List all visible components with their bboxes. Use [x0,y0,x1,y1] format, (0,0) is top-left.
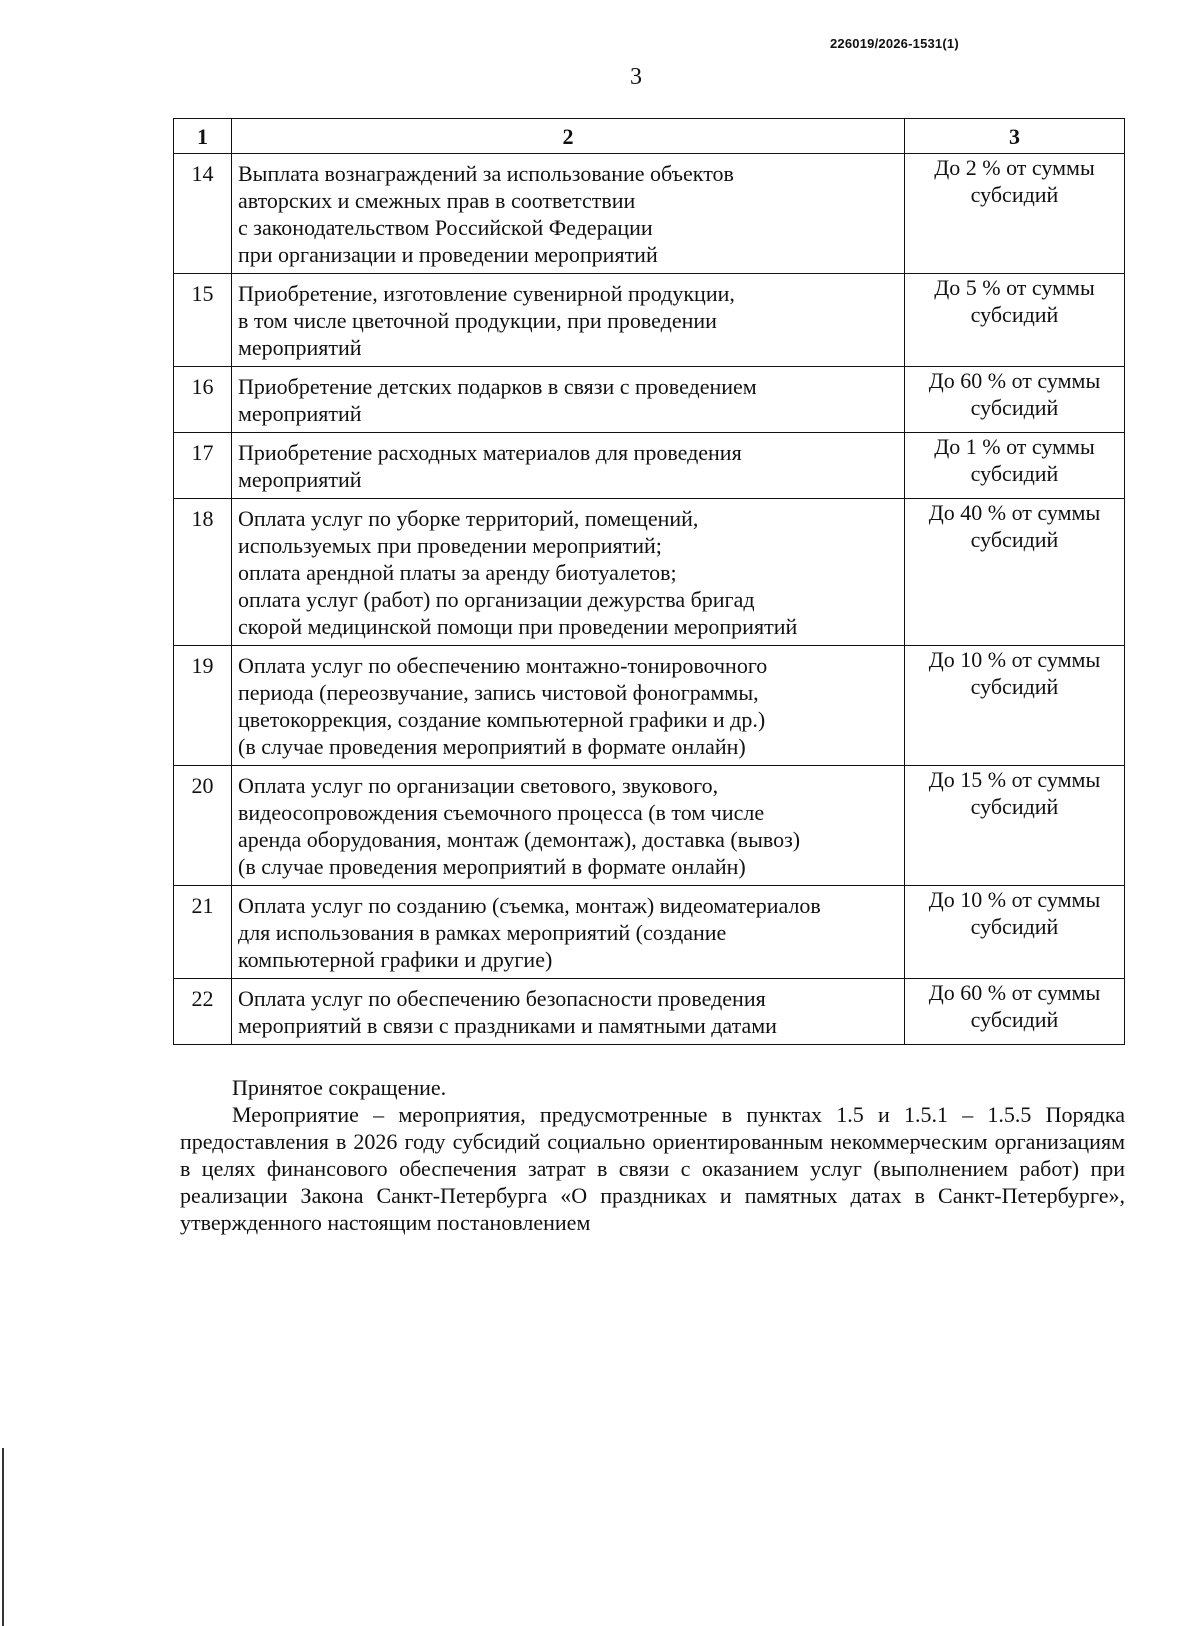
expense-description [232,979,905,1045]
expenses-table [173,118,1125,1045]
column-header-3: 3 [905,119,1125,154]
expense-description [232,499,905,646]
row-number: 19 [174,646,232,766]
table-row [174,499,1125,646]
subsidy-share [905,367,1125,433]
share-line: До 60 % от суммы [928,368,1101,393]
expense-description [232,886,905,979]
subsidy-share [905,433,1125,499]
description-line: (в случае проведения мероприятий в формате онлайн) [238,854,746,879]
column-header-1: 1 [174,119,232,154]
table-row [174,766,1125,886]
abbreviation-title: Принятое сокращение. [232,1075,447,1100]
table-row [174,274,1125,367]
share-line: До 2 % от суммы [934,155,1095,180]
share-line: субсидий [970,395,1059,420]
table-row [174,979,1125,1045]
share-line: субсидий [970,794,1059,819]
description-line: Оплата услуг по созданию (съемка, монтаж) видеоматериалов [238,893,821,918]
subsidy-share [905,886,1125,979]
table-row [174,886,1125,979]
description-line: с законодательством Российской Федерации [238,215,653,240]
description-line: Приобретение, изготовление сувенирной продукции, [238,281,735,306]
share-line: субсидий [970,674,1059,699]
table-row [174,646,1125,766]
row-number: 20 [174,766,232,886]
row-number: 18 [174,499,232,646]
description-line: аренда оборудования, монтаж (демонтаж), доставка (вывоз) [238,827,801,852]
share-line: субсидий [970,1007,1059,1032]
description-line: оплата услуг (работ) по организации дежурства бригад [238,587,755,612]
expense-description [232,766,905,886]
share-line: субсидий [970,302,1059,327]
description-line: Оплата услуг по обеспечению безопасности проведения [238,986,766,1011]
expense-description [232,154,905,274]
share-line: До 5 % от суммы [934,275,1095,300]
share-line: субсидий [970,527,1059,552]
description-line: компьютерной графики и другие) [238,947,553,972]
description-line: скорой медицинской помощи при проведении мероприятий [238,614,798,639]
description-line: мероприятий [238,335,362,360]
table-row [174,433,1125,499]
share-line: До 40 % от суммы [928,500,1101,525]
description-line: мероприятий [238,467,362,492]
subsidy-share [905,979,1125,1045]
share-line: До 10 % от суммы [928,887,1101,912]
subsidy-share [905,274,1125,367]
description-line: оплата арендной платы за аренду биотуалетов; [238,560,677,585]
description-line: Приобретение расходных материалов для проведения [238,440,742,465]
expense-description [232,274,905,367]
description-line: (в случае проведения мероприятий в формате онлайн) [238,734,746,759]
subsidy-share [905,154,1125,274]
column-header-2: 2 [232,119,905,154]
description-line: для использования в рамках мероприятий (создание [238,920,727,945]
description-line: Приобретение детских подарков в связи с проведением [238,374,757,399]
row-number: 17 [174,433,232,499]
expense-description [232,433,905,499]
description-line: цветокоррекция, создание компьютерной графики и др.) [238,707,766,732]
row-number: 14 [174,154,232,274]
row-number: 21 [174,886,232,979]
subsidy-share [905,499,1125,646]
table-body [174,154,1125,1045]
document-id: 226019/2026-1531(1) [830,36,959,51]
share-line: субсидий [970,461,1059,486]
table-row [174,367,1125,433]
description-line: мероприятий [238,401,362,426]
share-line: До 10 % от суммы [928,647,1101,672]
expense-description [232,367,905,433]
share-line: До 15 % от суммы [928,767,1101,792]
row-number: 16 [174,367,232,433]
share-line: субсидий [970,182,1059,207]
share-line: субсидий [970,914,1059,939]
scan-edge-mark [2,1448,4,1626]
expense-description [232,646,905,766]
table-row [174,154,1125,274]
description-line: периода (переозвучание, запись чистовой фонограммы, [238,680,759,705]
description-line: мероприятий в связи с праздниками и памятными датами [238,1013,777,1038]
description-line: Оплата услуг по уборке территорий, помещений, [238,506,699,531]
description-line: в том числе цветочной продукции, при проведении [238,308,717,333]
share-line: До 60 % от суммы [928,980,1101,1005]
description-line: авторских и смежных прав в соответствии [238,188,636,213]
page-number: 3 [630,64,642,90]
description-line: Оплата услуг по обеспечению монтажно-тонировочного [238,653,768,678]
description-line: видеосопровождения съемочного процесса (в том числе [238,800,765,825]
share-line: До 1 % от суммы [934,434,1095,459]
row-number: 15 [174,274,232,367]
subsidy-share [905,646,1125,766]
abbreviation-definition: Мероприятие – мероприятия, предусмотренные в пунктах 1.5 и 1.5.1 – 1.5.5 Порядка предоставления в 2026 году субсидий социально ориентированным некоммерческим организациям в целях финансового обеспечения затрат в связи с оказанием услуг (выполнением работ) при реализации Закона Санкт-Петербурга «О праздниках и памятных датах в Санкт-Петербурге», утвержденного настоящим постановлением [180,1102,1125,1235]
subsidy-share [905,766,1125,886]
row-number: 22 [174,979,232,1045]
description-line: Выплата вознаграждений за использование объектов [238,161,734,186]
description-line: при организации и проведении мероприятий [238,242,658,267]
description-line: используемых при проведении мероприятий; [238,533,662,558]
table-header-row [174,119,1125,154]
description-line: Оплата услуг по организации светового, звукового, [238,773,719,798]
